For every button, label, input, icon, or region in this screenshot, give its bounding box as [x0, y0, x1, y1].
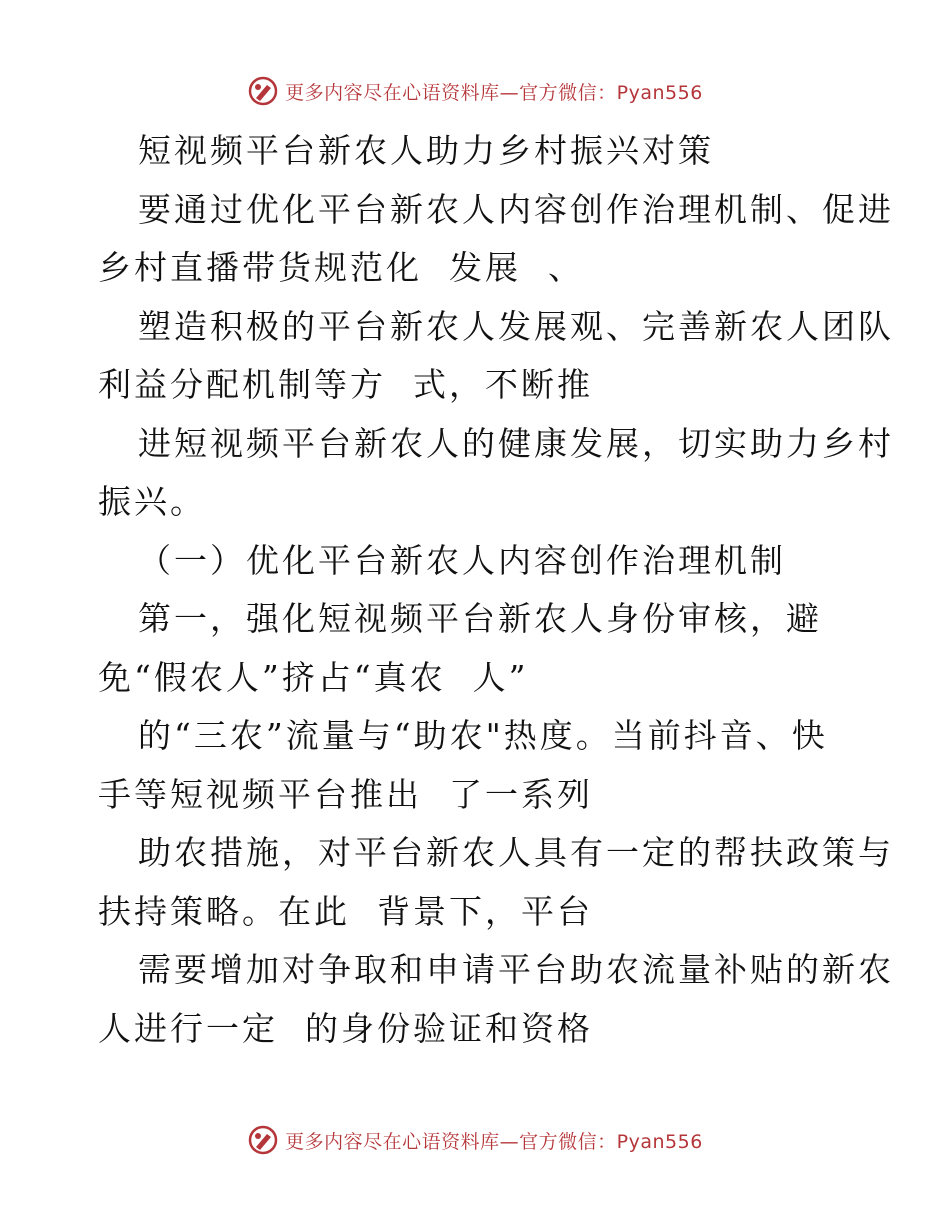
- text-line: 第一，强化短视频平台新农人身份审核，避: [138, 599, 822, 638]
- text-line: 手等短视频平台推出 了一系列: [98, 774, 593, 814]
- text-line: 人进行一定 的身份验证和资格: [98, 1008, 593, 1048]
- document-body: [98, 122, 894, 1058]
- text-line: 要通过优化平台新农人内容创作治理机制、促进: [138, 189, 894, 229]
- text-line: 扶持策略。在此 背景下，平台: [98, 891, 593, 931]
- text-line: 进短视频平台新农人的健康发展，切实助力乡村: [138, 423, 894, 463]
- watermark-text: 更多内容尽在心语资料库—官方微信：Pyan556: [285, 1130, 703, 1153]
- text-line: 的“三农”流量与“助农"热度。当前抖音、快: [138, 716, 828, 755]
- brand-logo-icon: [247, 1124, 279, 1156]
- text-line: 需要增加对争取和申请平台助农流量补贴的新农: [138, 950, 894, 989]
- watermark-banner-bottom: [0, 1120, 950, 1160]
- text-line: 助农措施，对平台新农人具有一定的帮扶政策与: [138, 833, 894, 872]
- brand-logo-icon: [247, 75, 279, 107]
- watermark-banner-top: [0, 71, 950, 111]
- text-line: 乡村直播带货规范化 发展 、: [98, 248, 584, 287]
- text-line: 短视频平台新农人助力乡村振兴对策: [138, 131, 714, 170]
- text-line: 利益分配机制等方 式，不断推: [98, 365, 593, 404]
- watermark-text: 更多内容尽在心语资料库—官方微信：Pyan556: [285, 81, 703, 104]
- text-line: 振兴。: [98, 482, 206, 521]
- text-line: 塑造积极的平台新农人发展观、完善新农人团队: [138, 306, 894, 346]
- text-line: 免“假农人”挤占“真农 人”: [98, 657, 529, 697]
- text-line: （一）优化平台新农人内容创作治理机制: [138, 540, 786, 580]
